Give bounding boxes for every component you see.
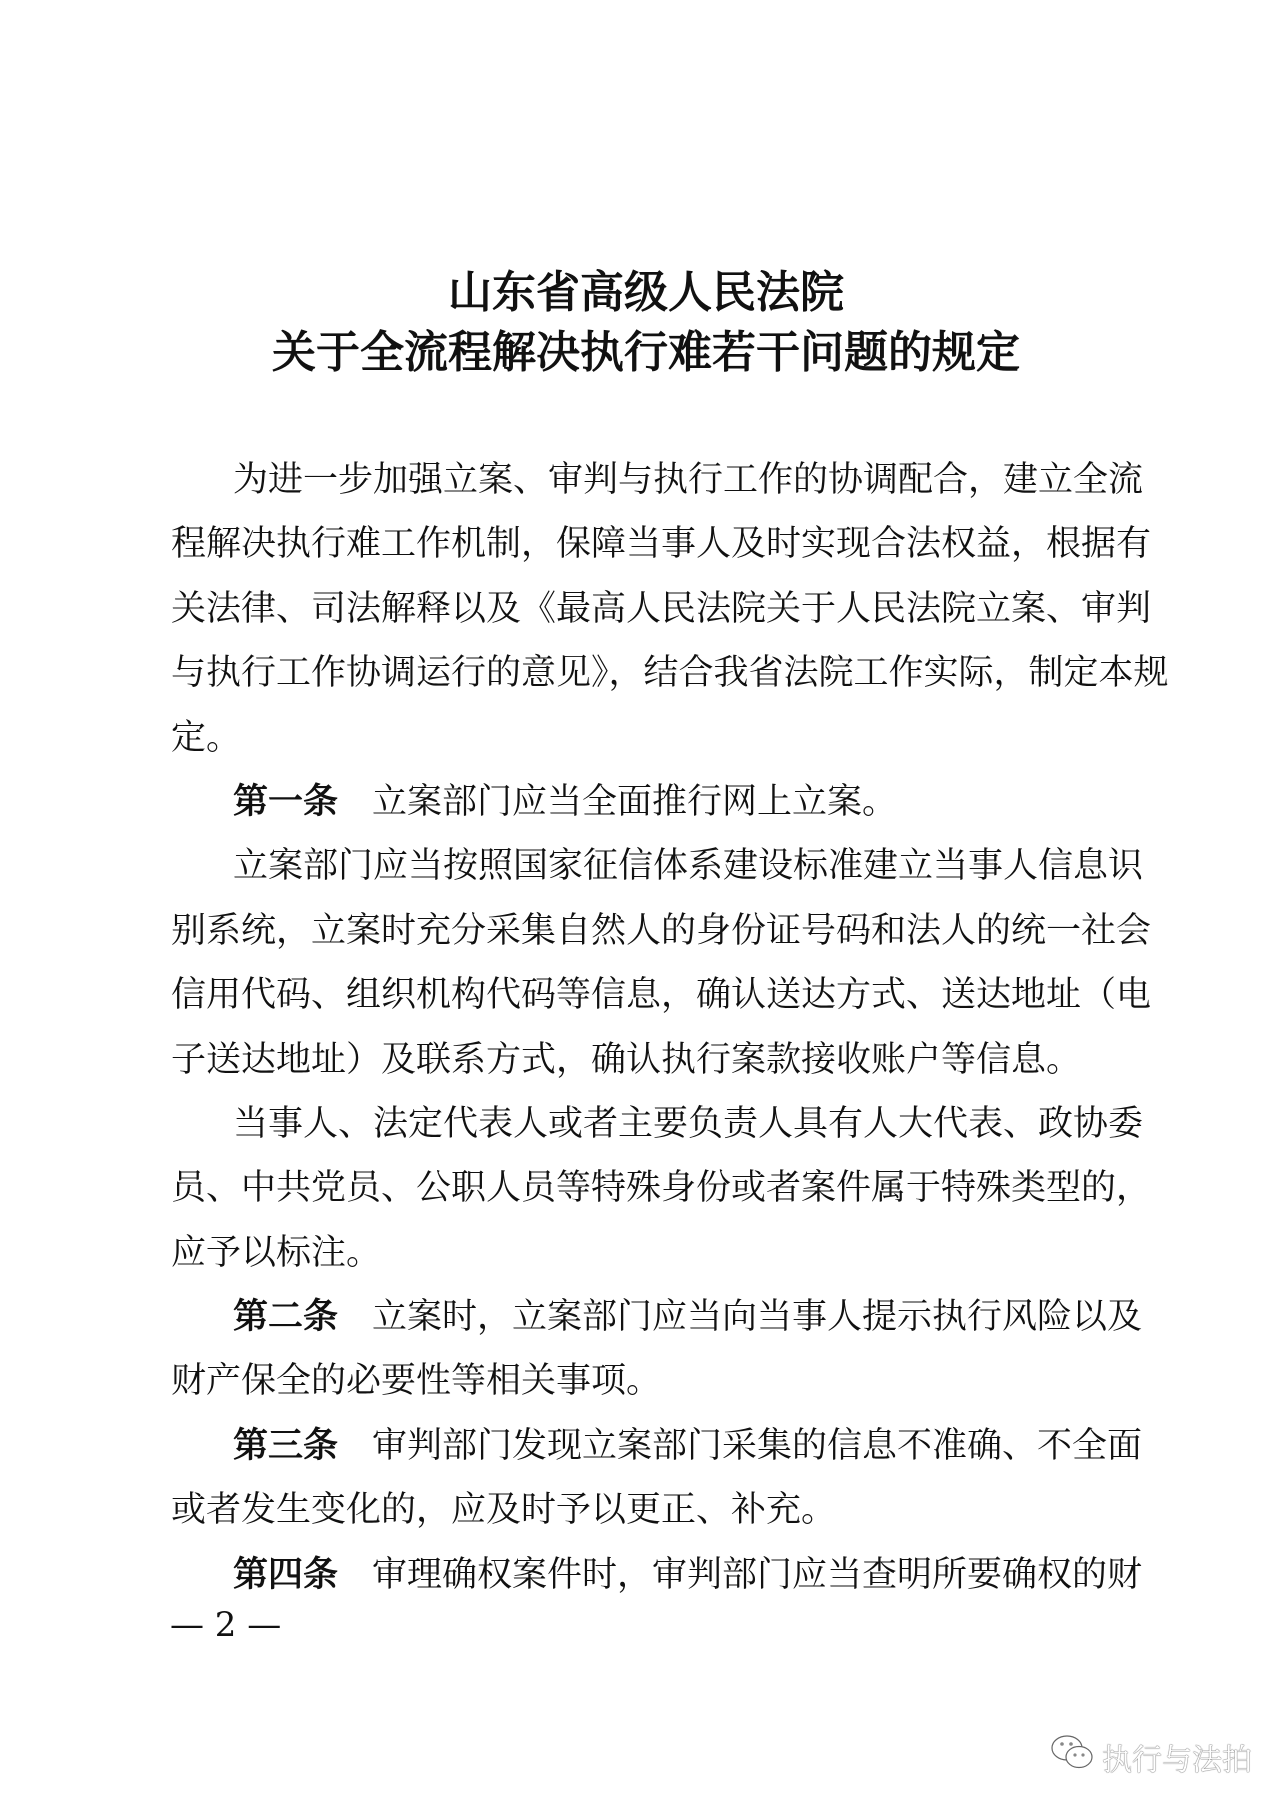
line-text: 当事人、法定代表人或者主要负责人具有人大代表、政协委: [233, 1103, 1144, 1144]
line-text: 立案时，立案部门应当向当事人提示执行风险以及: [372, 1297, 1143, 1338]
text-line: [171, 1478, 1126, 1542]
text-line: [171, 963, 1152, 1027]
article-line: [171, 1285, 1143, 1349]
line-text: 别系统，立案时充分采集自然人的身份证号码和法人的统一社会: [171, 910, 1152, 951]
document-title-line2: 关于全流程解决执行难若干问题的规定: [272, 327, 1020, 378]
page-number: — 2 —: [170, 1605, 282, 1645]
text-line: [171, 1092, 1144, 1156]
article-label: 第二条: [233, 1297, 339, 1338]
text-line: [171, 899, 1152, 963]
text-line: [171, 512, 1152, 576]
line-text: 财产保全的必要性等相关事项。: [171, 1361, 662, 1402]
line-text: 审理确权案件时，审判部门应当查明所要确权的财: [372, 1554, 1143, 1595]
text-line: [171, 1028, 1126, 1092]
article-line: [171, 1543, 1143, 1607]
article-line: [171, 770, 1126, 834]
text-line: [171, 834, 1144, 898]
watermark-text: 执行与法拍: [1102, 1743, 1252, 1778]
article-line: [171, 1414, 1143, 1478]
article-label: 第一条: [233, 781, 339, 822]
line-text: 应予以标注。: [171, 1232, 382, 1273]
text-line: [171, 1156, 1152, 1220]
line-text: 程解决执行难工作机制，保障当事人及时实现合法权益，根据有: [171, 524, 1152, 565]
text-line: [171, 1221, 1126, 1285]
text-line: [171, 577, 1152, 641]
wechat-icon: [1050, 1733, 1096, 1781]
line-text: 与执行工作协调运行的意见》，结合我省法院工作实际，制定本规: [171, 653, 1169, 694]
article-label: 第四条: [233, 1554, 339, 1595]
line-text: 信用代码、组织机构代码等信息，确认送达方式、送达地址（电: [171, 975, 1152, 1016]
document-title-line1: 山东省高级人民法院: [448, 267, 844, 318]
line-text: 审判部门发现立案部门采集的信息不准确、不全面: [372, 1425, 1143, 1466]
line-text: 或者发生变化的，应及时予以更正、补充。: [171, 1490, 837, 1531]
article-label: 第三条: [233, 1425, 339, 1466]
line-text: 立案部门应当全面推行网上立案。: [372, 781, 898, 822]
line-text: 员、中共党员、公职人员等特殊身份或者案件属于特殊类型的，: [171, 1168, 1152, 1209]
text-line: [171, 641, 1169, 705]
text-line: [171, 1349, 1126, 1413]
text-line: [171, 706, 1126, 770]
watermark: [1050, 1733, 1252, 1781]
line-text: 关法律、司法解释以及《最高人民法院关于人民法院立案、审判: [171, 588, 1152, 629]
text-line: [171, 448, 1144, 512]
line-text: 子送达地址）及联系方式，确认执行案款接收账户等信息。: [171, 1039, 1082, 1080]
line-text: 为进一步加强立案、审判与执行工作的协调配合，建立全流: [233, 460, 1144, 500]
line-text: 立案部门应当按照国家征信体系建设标准建立当事人信息识: [233, 846, 1144, 887]
line-text: 定。: [171, 717, 242, 758]
document-body: [171, 448, 1169, 1607]
